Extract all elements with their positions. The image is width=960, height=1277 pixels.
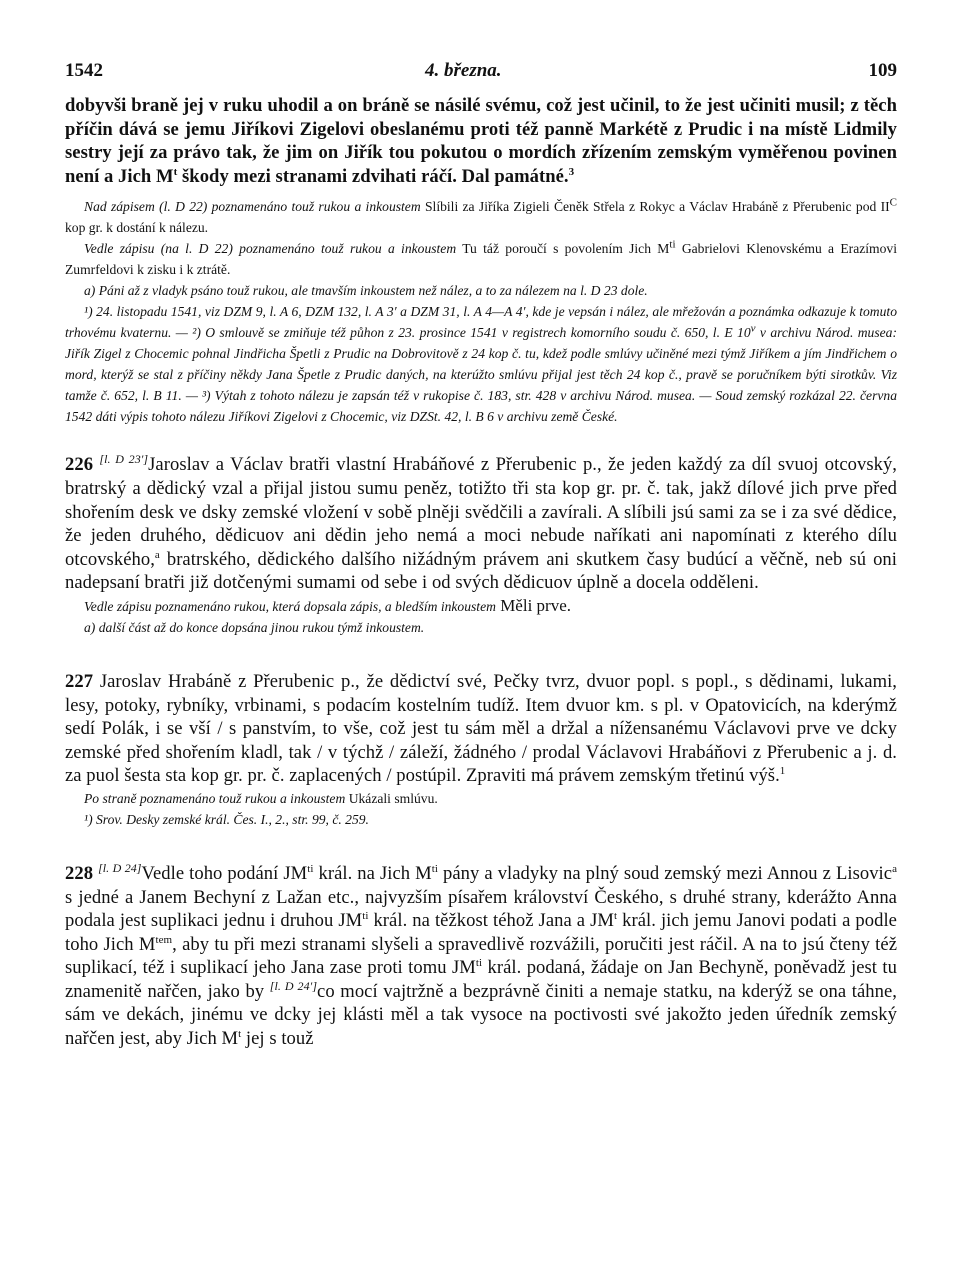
entry-228-text-7: , aby tu při mezi stranami slyšeli a spravedlivě rozvážili, poručiti jest ráčil. A na to jsú čteny též suplikací, též i suplikací jeho Jana zase proti tomu JM — [65, 933, 897, 979]
entry-227-number: 227 — [65, 670, 94, 692]
entry-227-note-italic: Po straně poznamenáno touž rukou a inkoustem — [84, 790, 346, 806]
entry-226-number: 226 — [65, 454, 94, 476]
entry-228-ref-2: [l. D 24′] — [269, 978, 318, 993]
header-page-number: 109 — [868, 60, 897, 81]
entry-226-footnote: a) další část až do konce dopsána jinou rukou týmž inkoustem. — [84, 619, 425, 635]
entry-228-sup: t — [238, 1027, 242, 1040]
intro-note-1-end: kop gr. k dostání k nálezu. — [65, 220, 209, 236]
entry-228-sup: ti — [475, 957, 483, 970]
entry-226-note-italic: Vedle zápisu poznamenáno rukou, která dopsala zápis, a bledším inkoustem — [84, 598, 496, 614]
intro-note-1-italic: Nad zápisem (l. D 22) poznamenáno touž rukou a inkoustem — [84, 199, 421, 215]
intro-note-1-sup: C — [889, 196, 897, 209]
intro-note-2-italic: Vedle zápisu (na l. D 22) poznamenáno touž rukou a inkoustem — [84, 241, 457, 257]
header-year: 1542 — [65, 60, 103, 81]
entry-226 — [65, 453, 897, 595]
entry-228-number: 228 — [65, 862, 94, 884]
entry-226-note-plain: Měli prve. — [495, 595, 572, 615]
entry-228-sup: a — [892, 862, 898, 875]
entry-228-text-5: král. na těžkost téhož Jana a JM — [368, 910, 614, 932]
intro-note-2-plain: Tu táž poroučí s povolením Jich M — [456, 241, 670, 257]
entry-228-text-8: král. podaná, žádaje on Jan Bechyně, poněvadž jest tu znamenitě nařčen, jako by — [65, 957, 897, 1002]
intro-footnote-1-cont: v archivu Národ. musea: Jiřík Zigel z Chocemic pohnal Jindřicha Špetli z Prudic na Dobrovitově z 24 kop č. tu, kdež podle smlúvy učiněné mezi týmž Jiříkem a jím Jindřichem o mord, kterýž se stal z příčiny někdy Jana Špetle z Prudic daných, na kterúžto smlúvu přijal jest těch 24 kop č., pravě se poručníkem býti sirotkův. Viz tamže č. 652, l. B 11. — ³) Výtah z tohoto nálezu je zapsán též v rukopise č. 183, str. 428 v archivu Národ. musea. — Soud zemský rozkázal 22. června 1542 dáti výpis tohoto nálezu Jiříkovi Zigelovi z Chocemic, viz DZSt. 42, l. B 6 v archivu země České. — [65, 325, 897, 425]
entry-227-note-plain: Ukázali smlúvu. — [345, 790, 438, 806]
intro-note-2-sup: ti — [669, 238, 676, 251]
entry-226-ref: [l. D 23′] — [99, 452, 149, 467]
intro-note-mark: 3 — [568, 165, 575, 178]
entry-228-text-4: s jedné a Janem Bechyní z Lažan etc., najvyzším písařem království Českého, s druhé strany, kderážto Anna podala jest suplikaci jednu i druhou JM — [65, 886, 897, 932]
entry-226-text: Jaroslav a Václav bratři vlastní Hrabáňové z Přerubenic p., že jeden každý za díl svuoj otcovský, bratrský a dědický vzal a přijal jistou sumu peněz, totižto tři sta kop gr. pr. č. tak, jakž dílové jich prve před shořením desk ve dsky zemské vložení v sobě plněji svědčili a zavírali. A slíbili jsú sami za se i za své dědice, že jeden druhého, dědicuov ani dědin jeho nemá a moci nebude naříkati ani napomínati z kterého dílu otcovského, — [65, 454, 897, 570]
intro-footnote-1: ¹) 24. listopadu 1541, viz DZM 9, l. A 6, DZM 132, l. A 3′ a DZM 31, l. A 4—A 4′, kde je vepsán i nález, ale mřežován a poznámka odkazuje k tomuto trhovému kvaternu. — ²) O smlouvě se zmiňuje též půhon z 23. prosince 1541 v registrech komorního soudu č. 650, l. E 10 — [65, 304, 897, 341]
intro-note-2 — [65, 238, 897, 280]
entry-228-sup: t — [613, 909, 618, 922]
document-page — [65, 60, 897, 1051]
entry-228-text-3: pány a vladyky na plný soud zemský mezi Annou z Lisovic — [437, 862, 893, 884]
entry-228-ref: [l. D 24] — [98, 860, 142, 875]
intro-sup: t — [173, 165, 178, 178]
entry-226-text-end: bratrského, dědického dalšího nižádným právem ani skutkem časy budúcí a věčně, neb sú oni nadepsaní bratři již dotčenými sumami od sebe i od svých dědicuov úplně a docela odděleni. — [65, 548, 897, 594]
intro-footnote-a: a) Páni až z vladyk psáno touž rukou, ale tmavším inkoustem než nález, a to za nálezem na l. D 23 dole. — [84, 283, 648, 299]
entry-227-note — [65, 788, 897, 809]
intro-footnotes — [65, 301, 897, 427]
entry-228-sup: ti — [362, 909, 369, 922]
entry-227-text: Jaroslav Hrabáně z Přerubenic p., že dědictví své, Pečky tvrz, dvuor popl. s popl., s dědinami, lukami, lesy, potoky, rybníky, vrbinami, s podacím kostelním tudíž. Item dvuor km. s pl. v Opatovicích, na kderýmž sedí Polák, i se vší / s panstvím, to vše, což jest tu sám měl a držal a nížensanému Václavovi prve ve dcky zemské před shořením kladl, tak / v týchž / záleží, žádného / prodal Václavovi Hrabáňovi z Přerubenic a j. d. za puol šesta sta kop gr. pr. č. zaplacených / postúpil. Zpraviti má právem zemským třetinú výš. — [65, 670, 897, 787]
intro-note-1-plain: Slíbili za Jiříka Zigieli Čeněk Střela z Rokyc a Václav Hrabáně z Přerubenic pod II — [420, 199, 890, 215]
intro-footnote-sup: v — [750, 322, 756, 335]
entry-228-text-6: král. jich jemu Janovi podati a podle toho Jich M — [65, 910, 897, 955]
entry-228-sup: tem — [155, 933, 173, 946]
entry-228-text-10: jej s touž — [241, 1028, 314, 1050]
entry-227-note-mark: 1 — [779, 765, 786, 778]
header-date: 4. března. — [425, 60, 502, 81]
intro-text: dobyvši braně jej v ruku uhodil a on bráně se násilé svému, což jest učinil, to že jest učiniti musil; z těch příčin dává se jemu Jiříkovi Zigelovi obeslanému proti též panně Markétě z Prudic i na místě Lidmily sestry její za právo tak, že jim on Jiřík tou pokutou o mordích zřízením zemským vyměřenou povinen není a Jich M — [65, 95, 897, 187]
intro-text-end: škody mezi stranami zdvihati ráčí. Dal památné. — [177, 165, 569, 187]
intro-note-1 — [65, 196, 897, 238]
intro-note-2-end: Gabrielovi Klenovskému a Erazímovi Zumrfeldovi k zisku i k ztrátě. — [65, 241, 897, 278]
entry-228-sup: ti — [307, 862, 314, 875]
entry-228-text: Vedle toho podání JM — [141, 862, 308, 884]
page-header — [65, 60, 897, 96]
entry-227-footnote: ¹) Srov. Desky zemské král. Čes. I., 2., str. 99, č. 259. — [84, 811, 369, 827]
entry-228-text-2: král. na Jich M — [313, 862, 432, 884]
entry-226-note — [65, 595, 897, 617]
entry-228-sup: ti — [431, 862, 438, 875]
entry-228-text-9: co mocí vajtržně a bezprávně činiti a nemaje statku, na kderýž se ona táhne, sám ve dekách, jinému ve dcky jej klásti měl a tak vysoce na poctivosti své jakožto jeden úředník zemský nařčen jest, aby Jich M — [65, 980, 898, 1050]
entry-228 — [65, 862, 897, 1051]
intro-paragraph — [65, 94, 897, 188]
entry-227 — [65, 670, 897, 788]
entry-226-mark: a — [154, 548, 160, 561]
